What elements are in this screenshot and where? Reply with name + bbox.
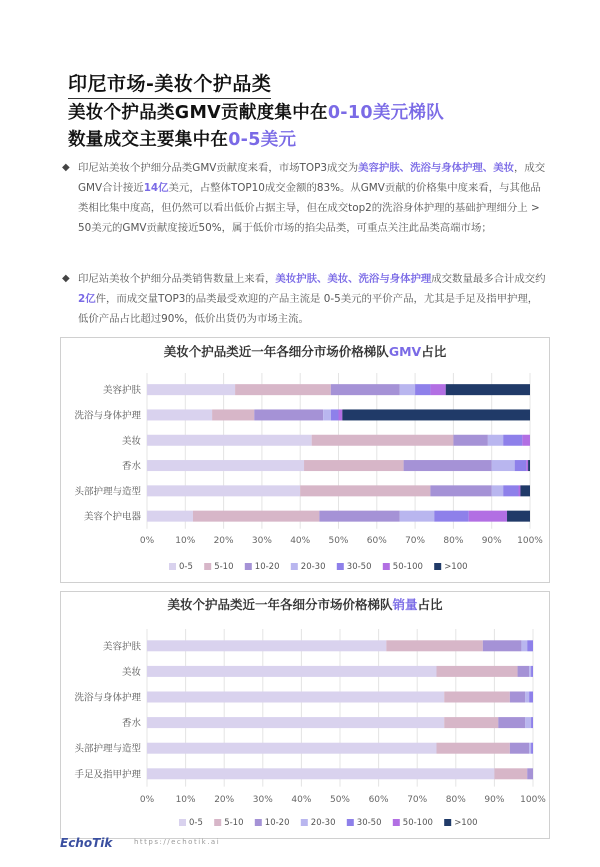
subtitle-volume-highlight: 0-5美元 <box>228 130 297 150</box>
category-label: 美容护肤 <box>102 641 141 653</box>
bar-segment <box>437 666 518 677</box>
bar-segment <box>492 460 515 471</box>
legend-label: 50-100 <box>392 562 423 572</box>
category-label: 香水 <box>121 461 141 473</box>
subtitle-volume <box>68 126 296 151</box>
legend-swatch <box>444 819 451 826</box>
bullet-gmv-highlight1: 美容护肤、洗浴与身体护理、美妆 <box>358 162 514 174</box>
category-label: 美妆 <box>121 435 141 447</box>
bar-segment <box>527 640 533 651</box>
bar-segment <box>235 384 331 395</box>
legend-swatch <box>169 563 176 570</box>
bullet-gmv-highlight2: 14亿 <box>143 182 169 194</box>
legend-label: >100 <box>454 818 478 828</box>
x-tick-label: 20% <box>213 536 234 546</box>
legend-swatch <box>255 819 262 826</box>
bar-segment <box>525 717 531 728</box>
bar-segment <box>212 409 254 420</box>
x-tick-label: 90% <box>484 795 505 805</box>
bullet-gmv-part3: 美元，占整体TOP10成交金额的83%。从GMV贡献的价格集中度来看，与其他品类相比集中度高，但仍然可以看出低价占据主导，但在成交top2的洗浴身体护理的基础护理细分上 > 50美元的GMV贡献度接近50%，属于低价市场的掐尖品类，可重点关注此品类高端市场； <box>78 182 541 234</box>
bar-segment <box>312 435 454 446</box>
bar-segment <box>453 435 487 446</box>
subtitle-volume-text: 数量成交主要集中在 <box>68 130 229 150</box>
bar-segment <box>531 717 533 728</box>
diamond-bullet-icon: ◆ <box>62 162 70 173</box>
x-tick-label: 80% <box>445 795 466 805</box>
x-tick-label: 60% <box>368 795 389 805</box>
bar-segment <box>525 692 529 703</box>
chart-title-highlight: GMV <box>388 344 422 359</box>
bar-segment <box>147 768 494 779</box>
chart-title <box>164 344 447 359</box>
bar-segment <box>147 384 235 395</box>
bar-segment <box>444 692 510 703</box>
legend-label: 10-20 <box>254 562 280 572</box>
x-tick-label: 50% <box>329 795 351 805</box>
page-title: 印尼市场-美妆个护品类 <box>68 69 271 99</box>
bar-segment <box>520 485 530 496</box>
category-label: 头部护理与造型 <box>74 486 141 498</box>
x-tick-label: 0% <box>139 536 155 546</box>
x-tick-label: 90% <box>481 536 502 546</box>
bar-segment <box>147 409 212 420</box>
category-label: 香水 <box>121 718 141 730</box>
diamond-bullet-icon: ◆ <box>62 273 70 284</box>
x-tick-label: 30% <box>252 795 273 805</box>
bar-segment <box>437 743 510 754</box>
bar-segment <box>526 460 528 471</box>
volume-chart-panel <box>60 591 550 839</box>
x-tick-label: 10% <box>175 795 196 805</box>
legend-swatch <box>337 563 344 570</box>
legend-label: 20-30 <box>310 818 336 828</box>
x-tick-label: 10% <box>175 536 196 546</box>
legend-swatch <box>291 563 298 570</box>
x-tick-label: 80% <box>443 536 464 546</box>
bar-segment <box>430 384 445 395</box>
x-tick-label: 20% <box>214 795 235 805</box>
category-label: 美容个护电器 <box>83 511 141 523</box>
bar-segment <box>521 640 527 651</box>
bar-segment <box>446 384 530 395</box>
bar-segment <box>469 511 507 522</box>
chart-title <box>167 597 443 612</box>
bar-segment <box>528 460 530 471</box>
legend-swatch <box>179 819 186 826</box>
bar-segment <box>147 460 304 471</box>
bar-segment <box>503 435 522 446</box>
bullet-gmv-part1: 印尼站美妆个护细分品类GMV贡献度来看，市场TOP3成交为 <box>78 162 359 174</box>
category-label: 美容护肤 <box>102 385 141 397</box>
bar-segment <box>507 511 530 522</box>
gmv-chart-panel <box>60 337 550 583</box>
bar-segment <box>254 409 323 420</box>
chart-title-suffix: 占比 <box>421 344 447 359</box>
legend-label: 30-50 <box>356 818 382 828</box>
legend-label: 30-50 <box>346 562 372 572</box>
bar-segment <box>300 485 430 496</box>
x-tick-label: 60% <box>366 536 387 546</box>
bar-segment <box>323 409 331 420</box>
legend-swatch <box>347 819 354 826</box>
category-label: 头部护理与造型 <box>74 743 141 755</box>
bar-segment <box>386 640 483 651</box>
bar-segment <box>515 460 526 471</box>
legend-swatch <box>393 819 400 826</box>
bar-segment <box>510 743 529 754</box>
category-label: 洗浴与身体护理 <box>74 692 141 704</box>
bar-segment <box>434 511 468 522</box>
bar-segment <box>529 743 531 754</box>
bar-segment <box>503 485 518 496</box>
bar-segment <box>492 485 503 496</box>
gmv-price-tier-chart <box>61 338 549 582</box>
bar-segment <box>147 717 444 728</box>
chart-title-highlight: 销量 <box>392 597 418 612</box>
x-tick-label: 70% <box>405 536 426 546</box>
bullet-volume-part2: 成交数量最多合计成交约 <box>431 273 546 285</box>
bullet-gmv <box>62 158 548 238</box>
bar-segment <box>415 384 430 395</box>
legend-label: 50-100 <box>402 818 433 828</box>
bar-segment <box>404 460 492 471</box>
bar-segment <box>193 511 319 522</box>
bullet-gmv-text <box>78 158 548 238</box>
chart-title-suffix: 占比 <box>417 597 443 612</box>
x-tick-label: 50% <box>328 536 349 546</box>
footer-url: https://echotik.ai <box>134 838 221 846</box>
bar-segment <box>531 666 533 677</box>
bar-segment <box>147 692 444 703</box>
bar-segment <box>147 640 386 651</box>
bar-segment <box>147 666 437 677</box>
bar-segment <box>529 666 531 677</box>
legend-label: 0-5 <box>179 562 193 572</box>
echotik-logo: EchoTik <box>60 836 113 850</box>
legend-swatch <box>214 819 221 826</box>
legend-swatch <box>301 819 308 826</box>
bullet-volume-text <box>78 269 548 329</box>
bar-segment <box>319 511 399 522</box>
bar-segment <box>430 485 491 496</box>
bar-segment <box>494 768 527 779</box>
bar-segment <box>331 409 339 420</box>
bar-segment <box>147 485 300 496</box>
volume-price-tier-chart <box>61 592 549 838</box>
bar-segment <box>483 640 522 651</box>
bar-segment <box>147 743 437 754</box>
legend-label: 5-10 <box>224 818 244 828</box>
bullet-volume-part1: 印尼站美妆个护细分品类销售数量上来看， <box>78 273 276 285</box>
bar-segment <box>342 409 530 420</box>
bullet-gmv-part2: ，成交GMV合计接近 <box>78 162 546 194</box>
bar-segment <box>510 692 525 703</box>
bar-segment <box>498 717 525 728</box>
subtitle-gmv <box>68 99 444 124</box>
bullet-volume-highlight2: 2亿 <box>78 293 96 305</box>
legend-label: 5-10 <box>214 562 234 572</box>
bar-segment <box>519 485 521 496</box>
bar-segment <box>147 511 193 522</box>
x-tick-label: 100% <box>517 536 543 546</box>
x-tick-label: 70% <box>407 795 428 805</box>
bullet-volume <box>62 269 548 329</box>
x-tick-label: 0% <box>139 795 155 805</box>
chart-title-text: 美妆个护品类近一年各细分市场价格梯队 <box>167 597 393 612</box>
legend-label: 10-20 <box>264 818 290 828</box>
bar-segment <box>529 692 533 703</box>
legend-swatch <box>204 563 211 570</box>
bar-segment <box>400 511 434 522</box>
bar-segment <box>527 768 533 779</box>
x-tick-label: 40% <box>291 795 312 805</box>
bar-segment <box>531 743 533 754</box>
legend-swatch <box>434 563 441 570</box>
legend-swatch <box>383 563 390 570</box>
legend-label: 0-5 <box>189 818 203 828</box>
x-tick-label: 30% <box>251 536 272 546</box>
bar-segment <box>400 384 415 395</box>
bar-segment <box>444 717 498 728</box>
bar-segment <box>304 460 404 471</box>
legend-label: 20-30 <box>300 562 326 572</box>
bar-segment <box>147 435 312 446</box>
category-label: 洗浴与身体护理 <box>74 410 141 422</box>
bullet-volume-part4: 0-5美元的平价产品，尤其是手足及指甲护理，低价产品占比超过90%，低价出货仍为市场主流。 <box>78 293 539 325</box>
category-label: 手足及指甲护理 <box>74 769 141 781</box>
chart-title-text: 美妆个护品类近一年各细分市场价格梯队 <box>163 344 389 359</box>
bar-segment <box>488 435 503 446</box>
x-tick-label: 40% <box>290 536 311 546</box>
bar-segment <box>518 666 530 677</box>
category-label: 美妆 <box>121 666 141 678</box>
bullet-volume-highlight1: 美妆护肤、美妆、洗浴与身体护理 <box>275 273 432 285</box>
subtitle-gmv-highlight: 0-10美元梯队 <box>327 103 445 123</box>
x-tick-label: 100% <box>520 795 546 805</box>
bar-segment <box>339 409 343 420</box>
bar-segment <box>522 435 530 446</box>
legend-swatch <box>245 563 252 570</box>
legend-label: >100 <box>444 562 468 572</box>
subtitle-gmv-text: 美妆个护品类GMV贡献度集中在 <box>68 103 328 123</box>
bullet-volume-part3: 件，而成交量TOP3的品类最受欢迎的产品主流是 <box>95 293 321 305</box>
bar-segment <box>331 384 400 395</box>
